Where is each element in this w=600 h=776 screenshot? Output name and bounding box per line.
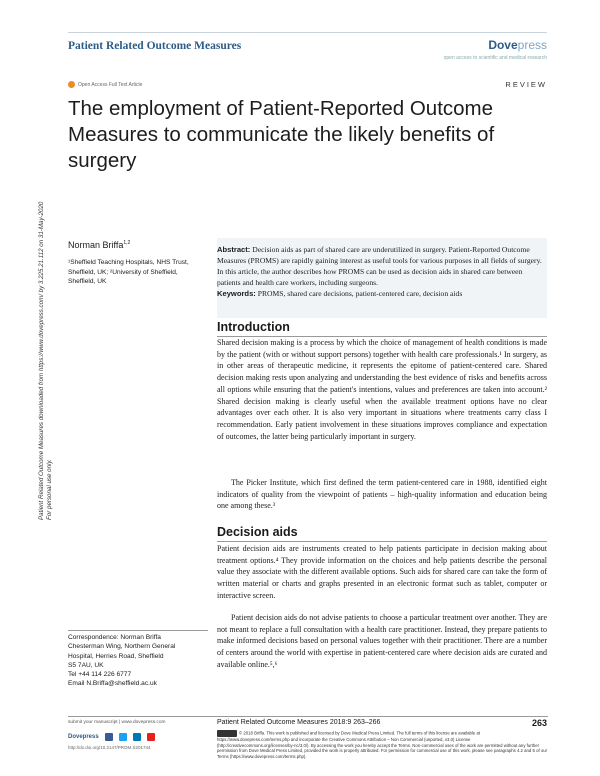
twitter-icon[interactable] [119,733,127,741]
decision-aids-paragraph-2: Patient decision aids do not advise patients to choose a particular treatment over another. They are not meant to replace a full consultation with a health care practitioner. Instead, they prepare patients to make informed decisions based on personal values together with their practitioner. There are a number of centers around the world with expertise in patient-centered care where decision aids are curated and available online.⁵,⁶ [217,613,547,669]
creative-commons-icon[interactable] [217,730,237,737]
section-heading-introduction: Introduction [217,320,290,334]
correspondence-rule [68,630,208,631]
side-notice [8,140,68,520]
open-access-icon [68,81,75,88]
youtube-icon[interactable] [147,733,155,741]
footer-brand [68,733,155,741]
linkedin-icon[interactable] [133,733,141,741]
page-number: 263 [531,718,547,728]
publisher-logo[interactable] [488,38,547,52]
correspondence: Correspondence: Norman Briffa Chesterman Wing, Northern General Hospital, Herries Road, Sheffield S5 7AU, UK Tel +44 114 226 6777 Email N.Briffa@sheffield.ac.uk [68,633,208,689]
license-text: © 2018 Briffa. This work is published and licensed by Dove Medical Press Limited. The full terms of this license are available at https://www.dovepress.com/terms.php and incorporate the Creative Commons Attribution – Non Commercial (unported, v3.0) License (http://creativecommons.org/licenses/by-nc/3.0/). By accessing the work you hereby accept the Terms. Non-commercial uses of the work are permitted without any further permission from Dove Medical Press Limited, provided the work is properly attributed. For permission for commercial use of this work, please see paragraphs 4.2 and 5 of our Terms (https://www.dovepress.com/terms.php). [217,730,548,759]
header-rule [68,32,547,33]
journal-name: Patient Related Outcome Measures [68,40,242,52]
intro-paragraph-1: Shared decision making is a process by which the choice of management of health conditions is made by the patient (with or without support persons) together with health care professionals.¹ In surgery, as in other areas of therapeutic medicine, it represents the epitome of patient-centered care. Shared decision making rests upon analyzing and understanding the best evidence of risks and benefits across all options while ensuring that the patient's intentions, values and preferences are taken into account.² Shared decision making is clearly useful when the available treatment options have no clear advantages over each other. It is also very important in situations where treatments carry class I recommendation. Early patient involvement in these situations improves compliance and expectation of outcomes, the latter being particularly important in surgery. [217,338,547,441]
author-name[interactable]: Norman Briffa$^{1,2}$ [68,240,131,250]
side-notice-line1: Patient Related Outcome Measures downloaded from https://www.dovepress.com/ by 3.225.21.112 on 31-May-2020 [38,201,45,520]
section-heading-decision-aids: Decision aids [217,525,298,539]
intro-paragraph-2: The Picker Institute, which first defined the term patient-centered care in 1988, identified eight indicators of quality from the viewpoint of patients – high-quality information and education being one among these.³ [217,478,547,511]
abstract-box [217,238,547,318]
brand-main: Dove [488,38,518,52]
article-type: REVIEW [505,80,547,89]
publisher-tagline: open access to scientific and medical research [443,55,547,61]
footer-rule [68,716,548,717]
footer-brand-text[interactable]: Dovepress [68,734,99,740]
footer-journal-citation: Patient Related Outcome Measures 2018:9 263–266 [217,719,381,726]
brand-suffix: press [517,38,547,52]
section-rule [217,541,547,542]
side-notice-line2: For personal use only. [46,459,53,520]
article-title: The employment of Patient-Reported Outcome Measures to communicate the likely benefits of surgery [68,97,495,172]
submit-manuscript-link[interactable]: submit your manuscript | www.dovepress.com [68,720,166,725]
correspondence-email[interactable]: Email N.Briffa@sheffield.ac.uk [68,680,157,688]
doi-link[interactable]: http://dx.doi.org/10.2147/PROM.S201744 [68,745,151,750]
decision-aids-paragraph-1: Patient decision aids are instruments created to help patients participate in decision making about treatment options.⁴ They provide information on the choices and help patients describe the personal value they associate with the different available options. Such aids for shared care can take the form of written material or charts and graphs presented in an electronic format such as tablet, computer or interactive screen. [217,544,547,600]
keywords-text: PROMS, shared care decisions, patient-centered care, decision aids [257,289,463,298]
open-access-text: Open Access Full Text Article [78,81,143,88]
abstract-label: Abstract: [217,245,251,254]
facebook-icon[interactable] [105,733,113,741]
author-superscript: 1,2 [123,240,131,246]
affiliation: ¹Sheffield Teaching Hospitals, NHS Trust, Sheffield, UK; ²University of Sheffield, Sheffield, UK [68,259,189,285]
abstract-text: Decision aids as part of shared care are underutilized in surgery. Patient-Reported Outcome Measures (PROMS) are rapidly gaining interest as useful tools for various purposes in all fields of surgery. In this article, the author describes how PROMS can be used as decision aids in shared care between patients and health care workers, including surgeons. [217,245,542,287]
keywords-label: Keywords: [217,289,256,298]
open-access-label [68,81,142,88]
